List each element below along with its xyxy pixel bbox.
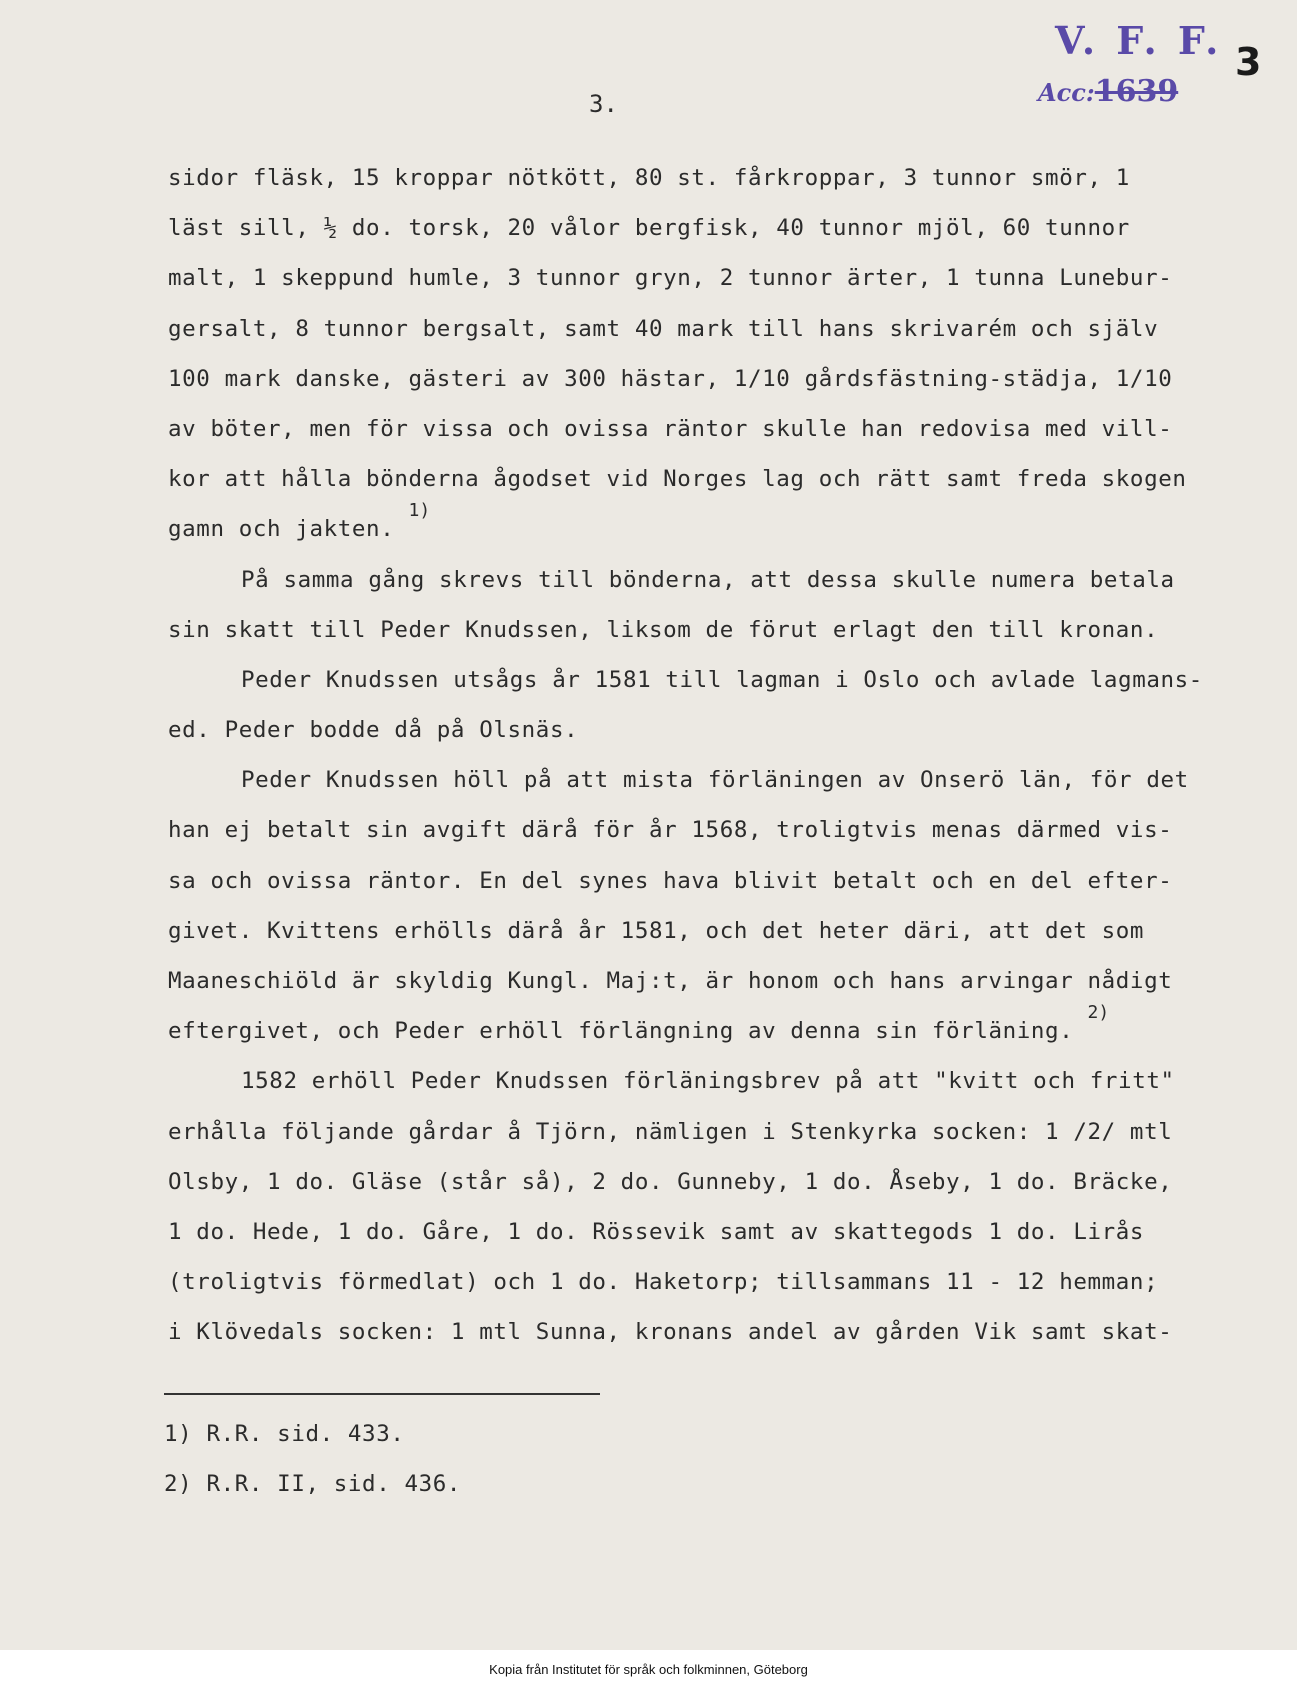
footnote-marker: 1) (408, 500, 431, 522)
archive-stamp (1055, 18, 1222, 63)
accession-stamp (1038, 74, 1178, 109)
footnote-divider (164, 1393, 600, 1395)
line-text: Maaneschiöld är skyldig Kungl. Maj:t, är honom och hans arvingar nådigt (168, 968, 1173, 994)
line-text: 100 mark danske, gästeri av 300 hästar, 1/10 gårdsfästning-städja, 1/10 (168, 365, 1173, 392)
page-number: 3. (589, 90, 618, 118)
footnote: 1) R.R. sid. 433. (164, 1421, 405, 1447)
text-line (168, 264, 1268, 314)
line-text: läst sill, ½ do. torsk, 20 vålor bergfisk, 40 tunnor mjöl, 60 tunnor (168, 215, 1130, 242)
line-text: kor att hålla bönderna ågodset vid Norges lag och rätt samt freda skogen (168, 466, 1187, 493)
text-line (168, 867, 1268, 917)
accession-label: Acc: (1038, 78, 1095, 107)
text-line (168, 500, 1268, 565)
text-line (168, 214, 1268, 264)
footnotes (164, 1420, 461, 1520)
line-text: givet. Kvittens erhölls därå år 1581, och det heter däri, att det som (168, 917, 1145, 944)
line-text: i Klövedals socken: 1 mtl Sunna, kronans andel av gården Vik samt skat- (168, 1319, 1173, 1346)
text-line (168, 666, 1268, 716)
text-line (168, 365, 1268, 415)
line-text: sin skatt till Peder Knudssen, liksom de förut erlagt den till kronan. (168, 616, 1159, 643)
line-text: gamn och jakten. (168, 516, 395, 543)
line-text: sa och ovissa räntor. En del synes hava blivit betalt och en del efter- (168, 867, 1173, 894)
line-text: eftergivet, och Peder erhöll förlängning av denna sin förläning. (168, 1018, 1074, 1045)
line-text: Olsby, 1 do. Gläse (står så), 2 do. Gunneby, 1 do. Åseby, 1 do. Bräcke, (168, 1168, 1173, 1195)
line-text: av böter, men för vissa och ovissa räntor skulle han redovisa med vill- (168, 415, 1173, 442)
line-text: ed. Peder bodde då på Olsnäs. (168, 717, 579, 744)
line-text: Peder Knudssen höll på att mista förläningen av Onserö län, för det (241, 767, 1189, 794)
line-text: På samma gång skrevs till bönderna, att dessa skulle numera betala (241, 566, 1175, 593)
text-line (168, 1002, 1268, 1067)
text-line (168, 164, 1268, 214)
text-line (168, 1168, 1268, 1218)
footnote-marker: 2) (1087, 1002, 1110, 1024)
footnote: 2) R.R. II, sid. 436. (164, 1471, 462, 1497)
copy-notice: Kopia från Institutet för språk och folkminnen, Göteborg (489, 1662, 808, 1677)
text-line (168, 716, 1268, 766)
sheet-number: 3 (1235, 40, 1262, 84)
line-text: sidor fläsk, 15 kroppar nötkött, 80 st. fårkroppar, 3 tunnor smör, 1 (168, 165, 1130, 191)
text-line (168, 465, 1268, 515)
text-line (168, 1067, 1268, 1117)
text-line (168, 766, 1268, 816)
text-line (168, 616, 1268, 666)
accession-number: 1639 (1094, 74, 1179, 109)
text-line (168, 415, 1268, 465)
text-line (168, 917, 1268, 967)
archive-stamp-text: V. F. F. (1055, 18, 1223, 63)
line-text: Peder Knudssen utsågs år 1581 till lagman i Oslo och avlade lagmans- (241, 666, 1203, 693)
line-text: gersalt, 8 tunnor bergsalt, samt 40 mark till hans skrivarém och själv (168, 315, 1159, 342)
line-text: (troligtvis förmedlat) och 1 do. Haketorp; tillsammans 11 - 12 hemman; (168, 1269, 1159, 1296)
text-line (168, 566, 1268, 616)
text-line (168, 1118, 1268, 1168)
text-line (168, 816, 1268, 866)
body-text (168, 164, 1268, 1369)
line-text: 1 do. Hede, 1 do. Gåre, 1 do. Rössevik samt av skattegods 1 do. Lirås (168, 1218, 1145, 1245)
line-text: han ej betalt sin avgift därå för år 1568, troligtvis menas därmed vis- (168, 817, 1173, 844)
text-line (168, 1218, 1268, 1268)
line-text: erhålla följande gårdar å Tjörn, nämligen i Stenkyrka socken: 1 /2/ mtl (168, 1118, 1173, 1145)
line-text: 1582 erhöll Peder Knudssen förläningsbrev på att "kvitt och fritt" (241, 1068, 1175, 1095)
text-line (168, 1318, 1268, 1368)
line-text: malt, 1 skeppund humle, 3 tunnor gryn, 2 tunnor ärter, 1 tunna Lunebur- (168, 265, 1173, 292)
text-line (168, 1268, 1268, 1318)
text-line (168, 315, 1268, 365)
